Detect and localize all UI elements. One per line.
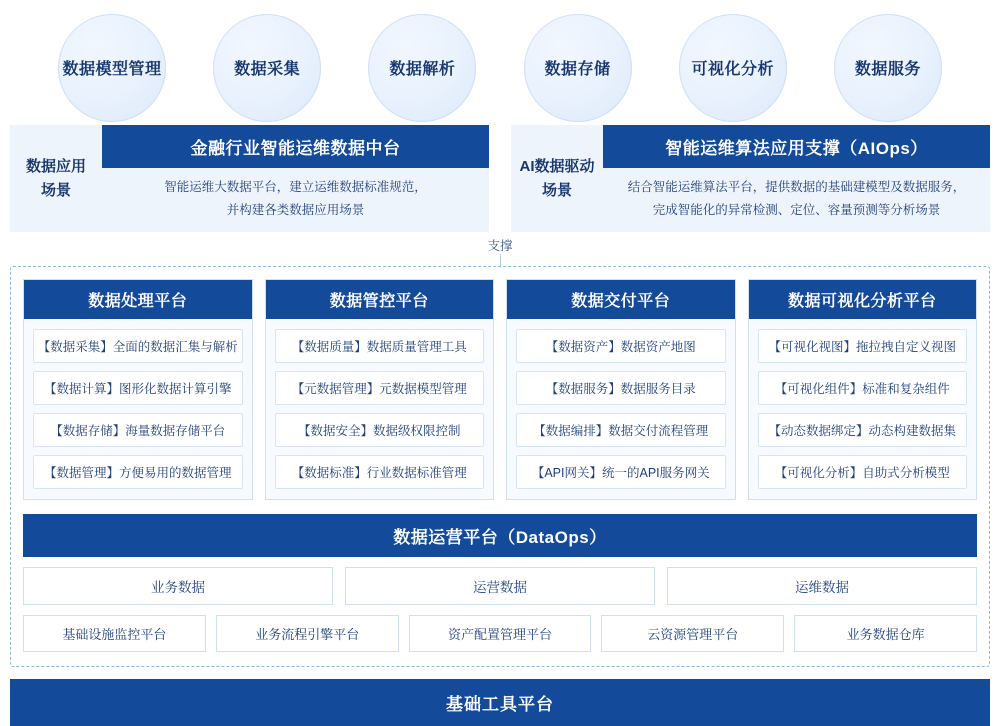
bubble-label: 数据解析 — [389, 61, 456, 78]
platform-cards — [23, 279, 977, 500]
card-title: 数据可视化分析平台 — [749, 280, 977, 319]
scenario-ai-data-driven — [511, 125, 990, 232]
scenario-desc-line2: 完成智能化的异常检测、定位、容量预测等分析场景 — [652, 203, 941, 218]
card-item-list — [749, 319, 977, 489]
capability-bubbles — [0, 0, 1000, 125]
scenario-label-ai-data-driven — [511, 125, 603, 232]
dataops-sources — [23, 615, 977, 652]
scenario-data-application — [10, 125, 489, 232]
source-cell[interactable]: 基础设施监控平台 — [23, 615, 206, 652]
scenario-label-data-application — [10, 125, 102, 232]
card-item[interactable]: 【数据标准】行业数据标准管理 — [275, 455, 485, 489]
card-item[interactable]: 【数据安全】数据级权限控制 — [275, 413, 485, 447]
scenario-label-line2: 场景 — [40, 181, 71, 199]
scenario-label-line1: 数据应用 — [25, 157, 86, 175]
bubble-data-service[interactable] — [834, 14, 942, 122]
source-cell[interactable]: 资产配置管理平台 — [409, 615, 592, 652]
bubble-label: 数据服务 — [854, 61, 921, 78]
card-item[interactable]: 【数据计算】图形化数据计算引擎 — [33, 371, 243, 405]
card-item[interactable]: 【动态数据绑定】动态构建数据集 — [758, 413, 968, 447]
card-item[interactable]: 【数据资产】数据资产地图 — [516, 329, 726, 363]
dataops-data-types — [23, 567, 977, 605]
bubble-visual-analysis[interactable] — [679, 14, 787, 122]
card-item[interactable]: 【数据服务】数据服务目录 — [516, 371, 726, 405]
card-data-visualization-platform — [748, 279, 978, 500]
source-cell[interactable]: 业务数据仓库 — [794, 615, 977, 652]
data-type-cell[interactable]: 业务数据 — [23, 567, 333, 605]
scenario-desc-line1: 结合智能运维算法平台，提供数据的基础建模型及数据服务， — [627, 180, 966, 194]
scenario-band — [0, 125, 1000, 232]
card-title: 数据处理平台 — [24, 280, 252, 319]
scenario-desc-line2: 并构建各类数据应用场景 — [226, 203, 365, 218]
scenario-title-finance-aiops-midplatform: 金融行业智能运维数据中台 — [102, 125, 489, 168]
scenario-label-line2: 场景 — [541, 181, 572, 199]
support-connector — [0, 232, 1000, 266]
bubble-label: 数据存储 — [544, 61, 611, 78]
card-item[interactable]: 【元数据管理】元数据模型管理 — [275, 371, 485, 405]
data-type-cell[interactable]: 运营数据 — [345, 567, 655, 605]
card-item[interactable]: 【数据质量】数据质量管理工具 — [275, 329, 485, 363]
card-item-list — [24, 319, 252, 489]
card-item[interactable]: 【可视化视图】拖拉拽自定义视图 — [758, 329, 968, 363]
source-cell[interactable]: 业务流程引擎平台 — [216, 615, 399, 652]
card-data-delivery-platform — [506, 279, 736, 500]
card-title: 数据管控平台 — [266, 280, 494, 319]
source-cell[interactable]: 云资源管理平台 — [601, 615, 784, 652]
scenario-desc-line1: 智能运维大数据平台，建立运维数据标准规范， — [164, 180, 427, 194]
scenario-label-line1: AI数据驱动 — [519, 157, 595, 175]
bubble-label: 数据采集 — [234, 61, 301, 78]
card-data-processing-platform — [23, 279, 253, 500]
card-item[interactable]: 【数据编排】数据交付流程管理 — [516, 413, 726, 447]
bubble-data-storage[interactable] — [524, 14, 632, 122]
connector-line — [500, 254, 501, 266]
bubble-label: 可视化分析 — [691, 61, 774, 78]
card-data-governance-platform — [265, 279, 495, 500]
card-item[interactable]: 【可视化分析】自助式分析模型 — [758, 455, 968, 489]
card-item[interactable]: 【数据采集】全面的数据汇集与解析 — [33, 329, 243, 363]
support-label: 支撑 — [481, 236, 518, 254]
card-item[interactable]: 【数据管理】方便易用的数据管理 — [33, 455, 243, 489]
card-item[interactable]: 【API网关】统一的API服务网关 — [516, 455, 726, 489]
bubble-data-parsing[interactable] — [368, 14, 476, 122]
card-title: 数据交付平台 — [507, 280, 735, 319]
scenario-description — [102, 168, 489, 232]
data-type-cell[interactable]: 运维数据 — [667, 567, 977, 605]
base-tool-platform-bar: 基础工具平台 — [10, 679, 990, 726]
card-item[interactable]: 【可视化组件】标准和复杂组件 — [758, 371, 968, 405]
scenario-title-aiops-algorithm-support: 智能运维算法应用支撑（AIOps） — [603, 125, 990, 168]
bubble-data-model-management[interactable] — [58, 14, 166, 122]
bubble-data-collection[interactable] — [213, 14, 321, 122]
card-item-list — [266, 319, 494, 489]
scenario-body — [603, 125, 990, 232]
platform-container — [10, 266, 990, 667]
bubble-label: 数据模型管理 — [62, 61, 162, 78]
scenario-description — [603, 168, 990, 232]
card-item[interactable]: 【数据存储】海量数据存储平台 — [33, 413, 243, 447]
dataops-title: 数据运营平台（DataOps） — [23, 514, 977, 557]
card-item-list — [507, 319, 735, 489]
scenario-body — [102, 125, 489, 232]
